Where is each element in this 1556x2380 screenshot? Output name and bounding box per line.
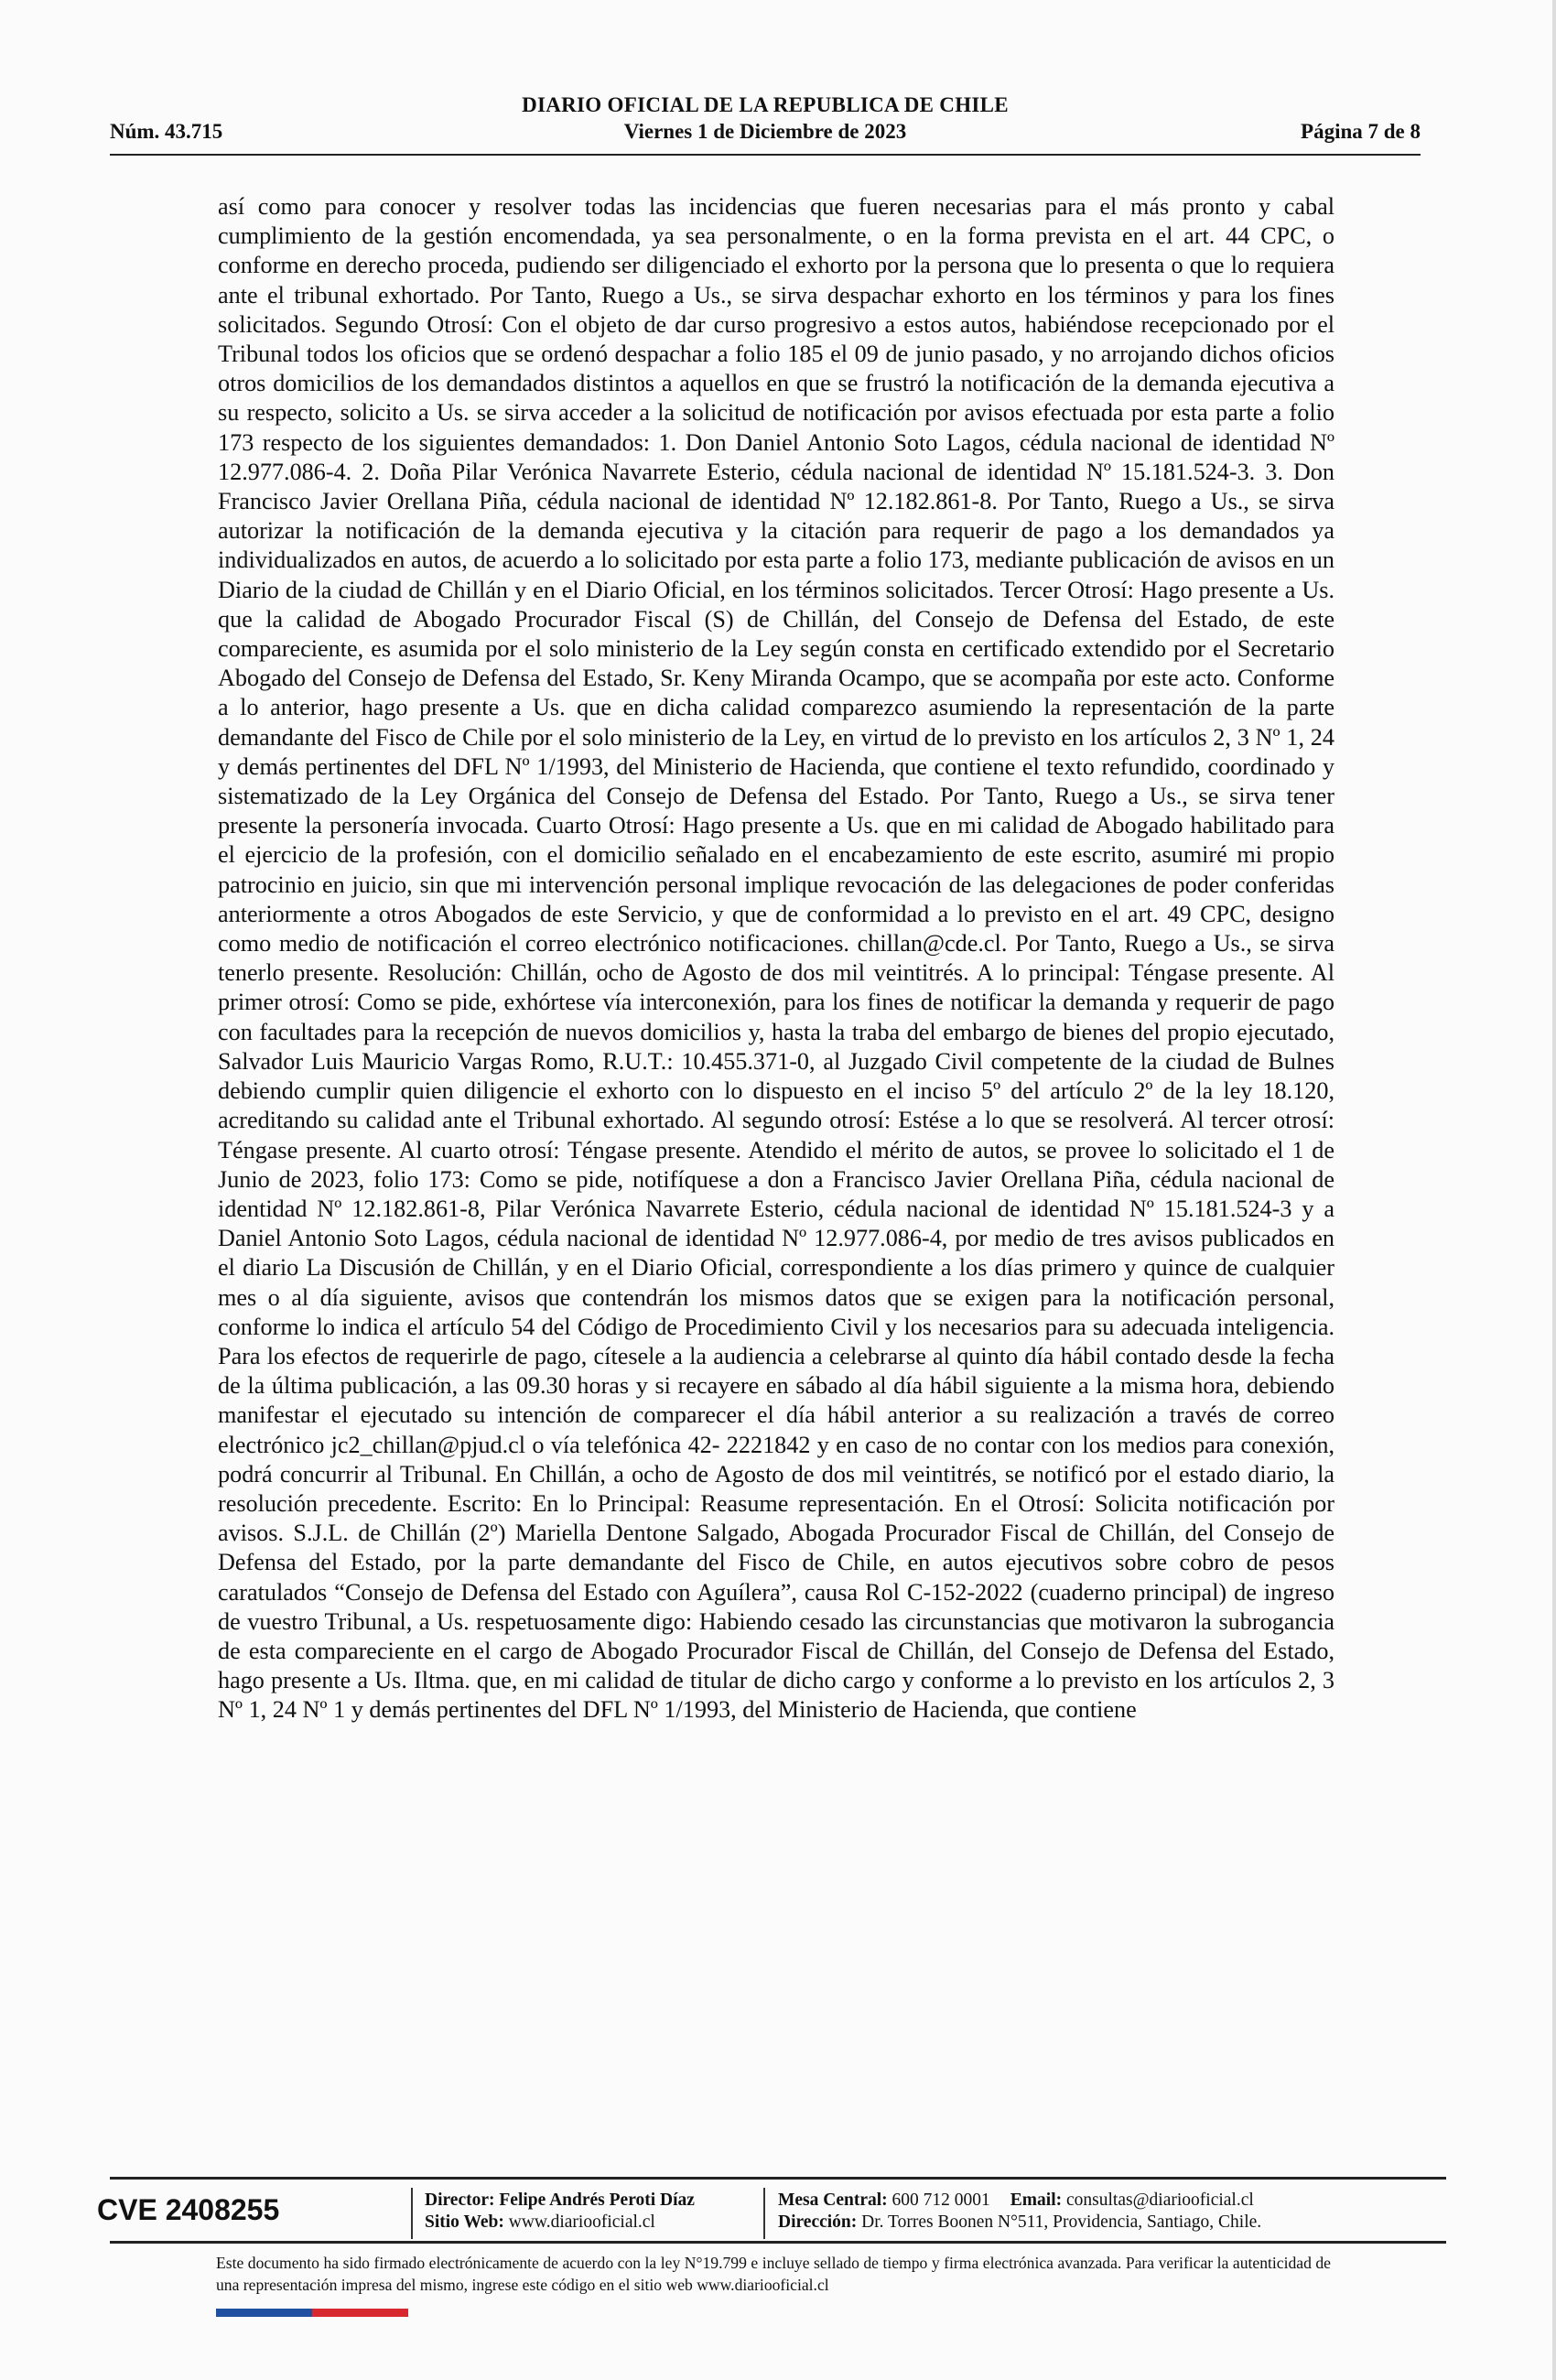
address-label: Dirección: xyxy=(778,2212,858,2232)
address-value: Dr. Torres Boonen N°511, Providencia, Santiago, Chile. xyxy=(861,2212,1262,2232)
footer-divider-top xyxy=(110,2177,1446,2180)
footer-director-block xyxy=(425,2190,695,2234)
page-edge-shadow xyxy=(1552,0,1556,2380)
flag-red-segment xyxy=(312,2309,408,2317)
publication-title: DIARIO OFICIAL DE LA REPUBLICA DE CHILE xyxy=(522,93,1009,116)
cve-code: CVE 2408255 xyxy=(97,2193,280,2226)
phone-value: 600 712 0001 xyxy=(891,2191,990,2210)
footer-contact-block xyxy=(778,2190,1261,2234)
website-link[interactable]: www.diariooficial.cl xyxy=(508,2212,655,2232)
email-label: Email: xyxy=(1010,2191,1063,2210)
footer-separator xyxy=(411,2188,413,2239)
header-divider xyxy=(110,154,1421,156)
phone-label: Mesa Central: xyxy=(778,2191,888,2210)
flag-blue-segment xyxy=(216,2309,312,2317)
issue-number: Núm. 43.715 xyxy=(110,120,223,143)
issue-date: Viernes 1 de Diciembre de 2023 xyxy=(623,120,907,143)
signature-notice: Este documento ha sido firmado electrónicamente de acuerdo con la ley N°19.799 e incluye sellado de tiempo y firma electrónica avanzada. Para verificar la autenticidad de una representación impresa del mismo, ingrese este código en el sitio web www.diariooficial.cl xyxy=(216,2254,1331,2294)
director-name: Felipe Andrés Peroti Díaz xyxy=(499,2191,695,2210)
email-link[interactable]: consultas@diariooficial.cl xyxy=(1066,2191,1254,2210)
page-header xyxy=(110,92,1421,152)
page-indicator: Página 7 de 8 xyxy=(1301,120,1421,143)
director-label: Director: xyxy=(425,2191,495,2210)
website-label: Sitio Web: xyxy=(425,2212,504,2232)
footer-divider-bottom xyxy=(110,2241,1446,2244)
chile-flag-stripe xyxy=(216,2309,408,2317)
footer-separator xyxy=(763,2188,765,2239)
legal-notice-body: así como para conocer y resolver todas las incidencias que fueren necesarias para el más pronto y cabal cumplimiento de la gestión encomendada, ya sea personalmente, o en la forma prevista en el art. 44 CPC, o conforme en derecho proceda, pudiendo ser diligenciado el exhorto por la persona que lo presenta o que lo requiera ante el tribunal exhortado. Por Tanto, Ruego a Us., se sirva despachar exhorto en los términos y para los fines solicitados. Segundo Otrosí: Con el objeto de dar curso progresivo a estos autos, habiéndose recepcionado por el Tribunal todos los oficios que se ordenó despachar a folio 185 el 09 de junio pasado, y no arrojando dichos oficios otros domicilios de los demandados distintos a aquellos en que se frustró la notificación de la demanda ejecutiva a su respecto, solicito a Us. se sirva acceder a la solicitud de notificación por avisos efectuada por esta parte a folio 173 respecto de los siguientes demandados: 1. Don Daniel Antonio Soto Lagos, cédula nacional de identidad Nº 12.977.086-4. 2. Doña Pilar Verónica Navarrete Esterio, cédula nacional de identidad Nº 15.181.524-3. 3. Don Francisco Javier Orellana Piña, cédula nacional de identidad Nº 12.182.861-8. Por Tanto, Ruego a Us., se sirva autorizar la notificación de la demanda ejecutiva y la citación para requerir de pago a los demandados ya individualizados en autos, de acuerdo a lo solicitado por esta parte a folio 173, mediante publicación de avisos en un Diario de la ciudad de Chillán y en el Diario Oficial, en los términos solicitados. Tercer Otrosí: Hago presente a Us. que la calidad de Abogado Procurador Fiscal (S) de Chillán, del Consejo de Defensa del Estado, de este compareciente, es asumida por el solo ministerio de la Ley según consta en certificado extendido por el Secretario Abogado del Consejo de Defensa del Estado, Sr. Keny Miranda Ocampo, que se acompaña por este acto. Conforme a lo anterior, hago presente a Us. que en dicha calidad comparezco asumiendo la representación de la parte demandante del Fisco de Chile por el solo ministerio de la Ley, en virtud de lo previsto en los artículos 2, 3 Nº 1, 24 y demás pertinentes del DFL Nº 1/1993, del Ministerio de Hacienda, que contiene el texto refundido, coordinado y sistematizado de la Ley Orgánica del Consejo de Defensa del Estado. Por Tanto, Ruego a Us., se sirva tener presente la personería invocada. Cuarto Otrosí: Hago presente a Us. que en mi calidad de Abogado habilitado para el ejercicio de la profesión, con el domicilio señalado en el encabezamiento de este escrito, asumiré mi propio patrocinio en juicio, sin que mi intervención personal implique revocación de las delegaciones de poder conferidas anteriormente a otros Abogados de este Servicio, y que de conformidad a lo previsto en el art. 49 CPC, designo como medio de notificación el correo electrónico notificaciones. chillan@cde.cl. Por Tanto, Ruego a Us., se sirva tenerlo presente. Resolución: Chillán, ocho de Agosto de dos mil veintitrés. A lo principal: Téngase presente. Al primer otrosí: Como se pide, exhórtese vía interconexión, para los fines de notificar la demanda y requerir de pago con facultades para la recepción de nuevos domicilios y, hasta la traba del embargo de bienes del propio ejecutado, Salvador Luis Mauricio Vargas Romo, R.U.T.: 10.455.371-0, al Juzgado Civil competente de la ciudad de Bulnes debiendo cumplir quien diligencie el exhorto con lo dispuesto en el inciso 5º del artículo 2º de la ley 18.120, acreditando su calidad ante el Tribunal exhortado. Al segundo otrosí: Estése a lo que se resolverá. Al tercer otrosí: Téngase presente. Al cuarto otrosí: Téngase presente. Atendido el mérito de autos, se provee lo solicitado el 1 de Junio de 2023, folio 173: Como se pide, notifíquese a don a Francisco Javier Orellana Piña, cédula nacional de identidad Nº 12.182.861-8, Pilar Verónica Navarrete Esterio, cédula nacional de identidad Nº 15.181.524-3 y a Daniel Antonio Soto Lagos, cédula nacional de identidad Nº 12.977.086-4, por medio de tres avisos publicados en el diario La Discusión de Chillán, y en el Diario Oficial, correspondiente a los días primero y quince de cualquier mes o al día siguiente, avisos que contendrán los mismos datos que se exigen para la notificación personal, conforme lo indica el artículo 54 del Código de Procedimiento Civil y los necesarios para su adecuada inteligencia. Para los efectos de requerirle de pago, cítesele a la audiencia a celebrarse al quinto día hábil contado desde la fecha de la última publicación, a las 09.30 horas y si recayere en sábado al día hábil siguiente a la misma hora, debiendo manifestar el ejecutado su intención de comparecer el día hábil anterior a su realización a través de correo electrónico jc2_chillan@pjud.cl o vía telefónica 42- 2221842 y en caso de no contar con los medios para conexión, podrá concurrir al Tribunal. En Chillán, a ocho de Agosto de dos mil veintitrés, se notificó por el estado diario, la resolución precedente. Escrito: En lo Principal: Reasume representación. En el Otrosí: Solicita notificación por avisos. S.J.L. de Chillán (2º) Mariella Dentone Salgado, Abogada Procurador Fiscal de Chillán, del Consejo de Defensa del Estado, por la parte demandante del Fisco de Chile, en autos ejecutivos sobre cobro de pesos caratulados “Consejo de Defensa del Estado con Aguílera”, causa Rol C-152-2022 (cuaderno principal) de ingreso de vuestro Tribunal, a Us. respetuosamente digo: Habiendo cesado las circunstancias que motivaron la subrogancia de esta compareciente en el cargo de Abogado Procurador Fiscal de Chillán, del Consejo de Defensa del Estado, hago presente a Us. Iltma. que, en mi calidad de titular de dicho cargo y conforme a lo previsto en los artículos 2, 3 Nº 1, 24 Nº 1 y demás pertinentes del DFL Nº 1/1993, del Ministerio de Hacienda, que contiene xyxy=(218,193,1334,1724)
